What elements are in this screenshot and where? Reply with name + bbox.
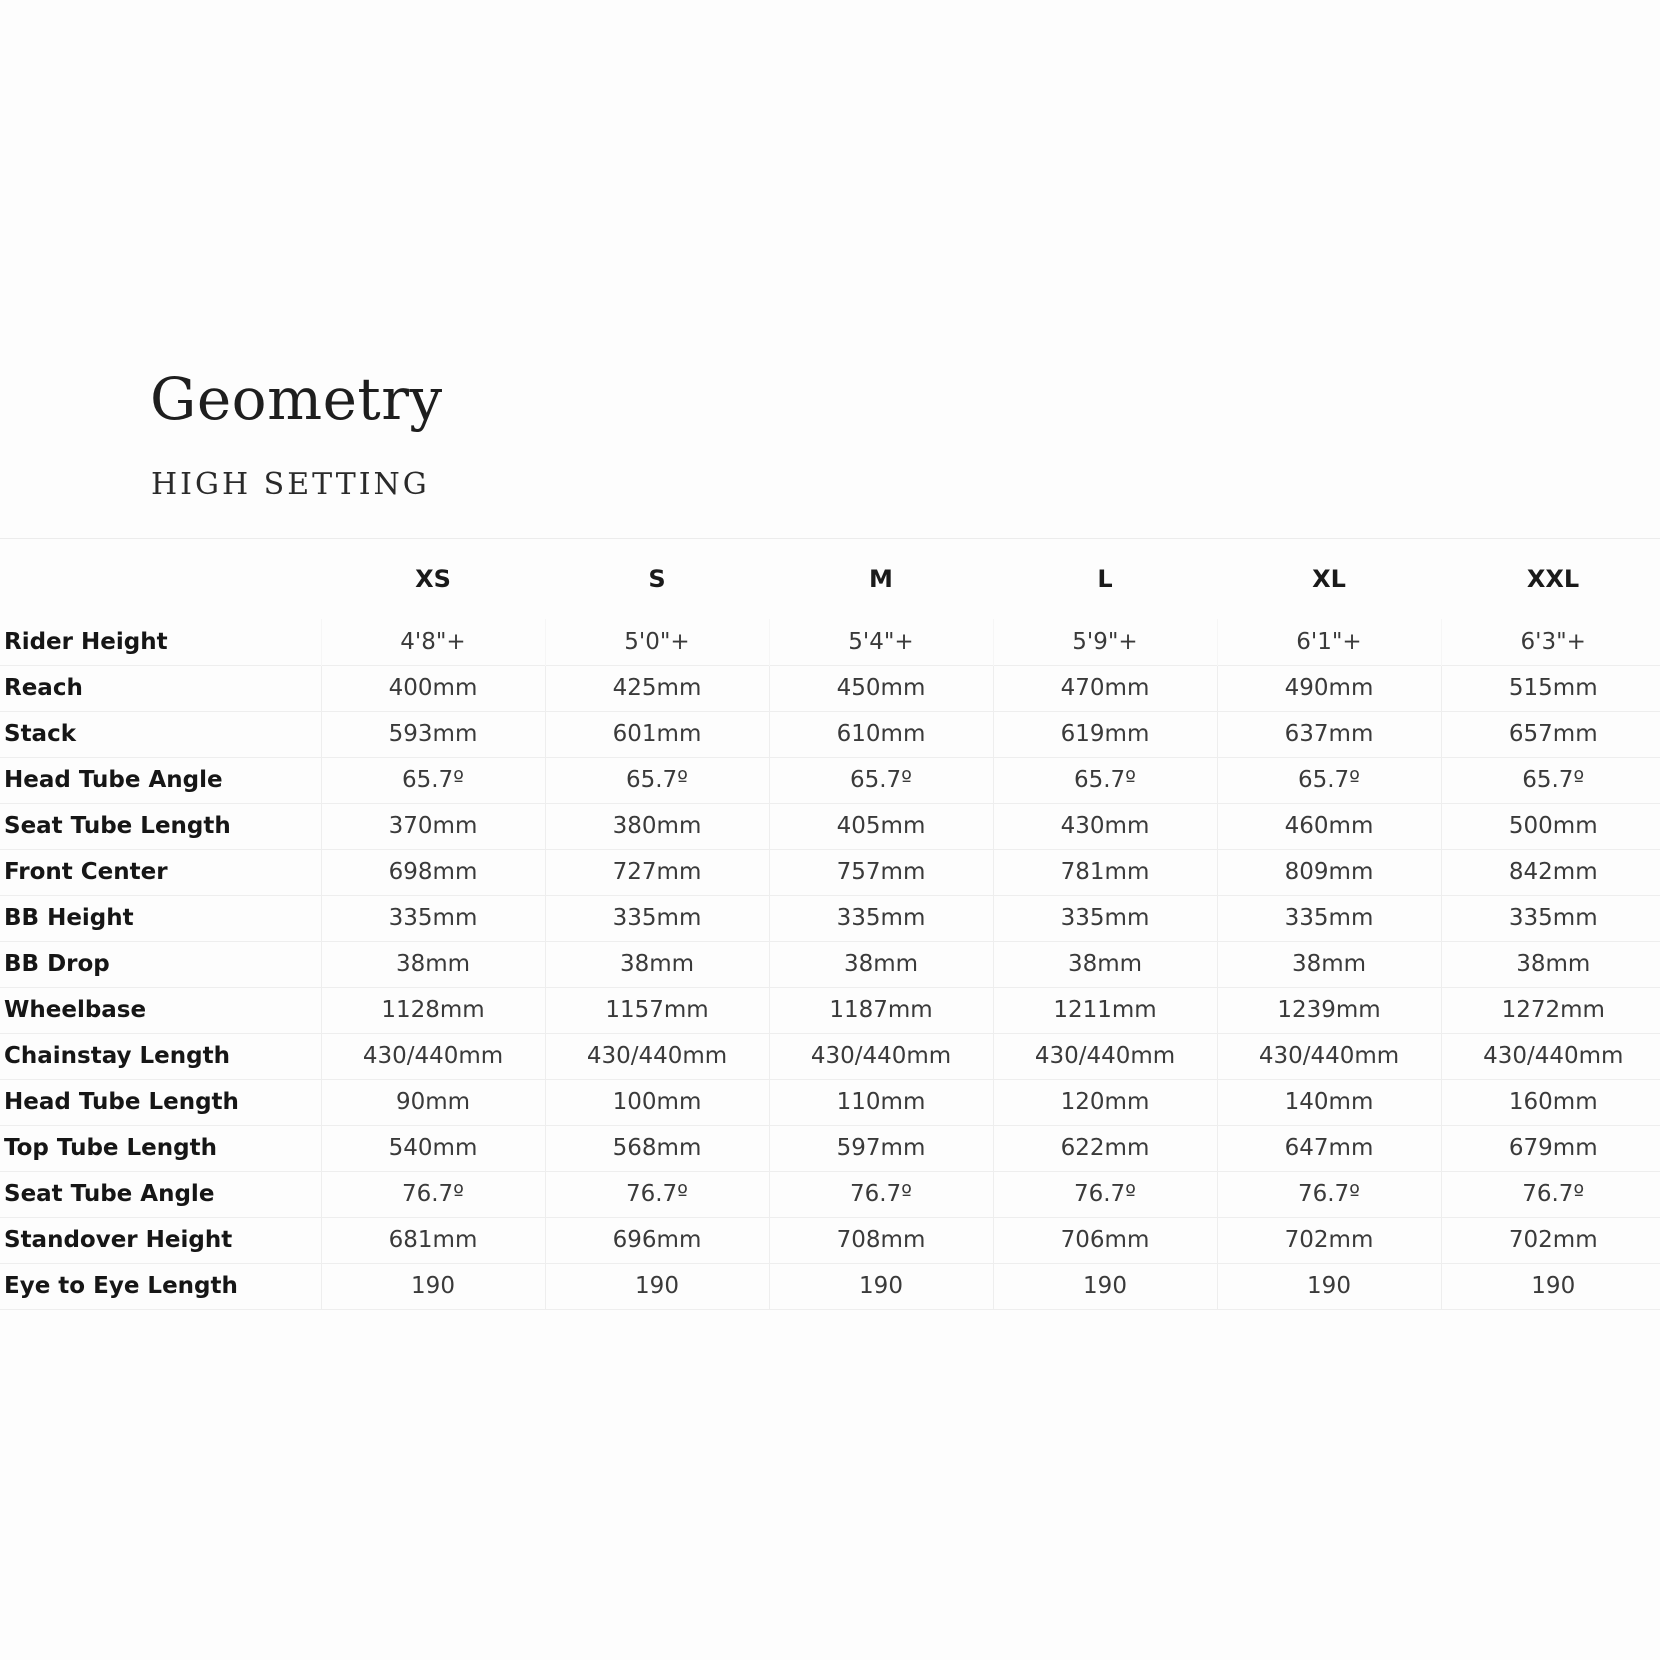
table-row xyxy=(0,1263,1660,1309)
table-cell: 460mm xyxy=(1217,803,1441,849)
table-cell: 702mm xyxy=(1441,1217,1660,1263)
row-label: Stack xyxy=(0,711,321,757)
table-cell: 140mm xyxy=(1217,1079,1441,1125)
table-cell: 110mm xyxy=(769,1079,993,1125)
table-cell: 681mm xyxy=(321,1217,545,1263)
table-cell: 698mm xyxy=(321,849,545,895)
table-cell: 65.7º xyxy=(321,757,545,803)
table-cell: 190 xyxy=(1217,1263,1441,1309)
row-label: Top Tube Length xyxy=(0,1125,321,1171)
table-cell: 190 xyxy=(545,1263,769,1309)
table-cell: 708mm xyxy=(769,1217,993,1263)
table-row xyxy=(0,895,1660,941)
table-row xyxy=(0,1125,1660,1171)
table-cell: 702mm xyxy=(1217,1217,1441,1263)
table-cell: 706mm xyxy=(993,1217,1217,1263)
table-cell: 622mm xyxy=(993,1125,1217,1171)
table-cell: 6'1"+ xyxy=(1217,619,1441,665)
column-header-s: S xyxy=(648,565,666,593)
table-cell: 38mm xyxy=(1217,941,1441,987)
table-cell: 76.7º xyxy=(1217,1171,1441,1217)
table-cell: 38mm xyxy=(1441,941,1660,987)
table-cell: 65.7º xyxy=(993,757,1217,803)
row-label: Chainstay Length xyxy=(0,1033,321,1079)
table-row xyxy=(0,987,1660,1033)
table-cell: 38mm xyxy=(993,941,1217,987)
table-cell: 380mm xyxy=(545,803,769,849)
table-row xyxy=(0,665,1660,711)
page-title: Geometry xyxy=(150,365,443,433)
table-cell: 370mm xyxy=(321,803,545,849)
table-cell: 76.7º xyxy=(1441,1171,1660,1217)
table-cell: 6'3"+ xyxy=(1441,619,1660,665)
table-cell: 430/440mm xyxy=(1441,1033,1660,1079)
row-label: Standover Height xyxy=(0,1217,321,1263)
table-cell: 335mm xyxy=(769,895,993,941)
table-cell: 593mm xyxy=(321,711,545,757)
table-cell: 190 xyxy=(321,1263,545,1309)
table-cell: 1272mm xyxy=(1441,987,1660,1033)
table-cell: 100mm xyxy=(545,1079,769,1125)
table-cell: 5'0"+ xyxy=(545,619,769,665)
table-cell: 430mm xyxy=(993,803,1217,849)
table-cell: 1211mm xyxy=(993,987,1217,1033)
row-label: Wheelbase xyxy=(0,987,321,1033)
table-cell: 65.7º xyxy=(1441,757,1660,803)
table-cell: 76.7º xyxy=(993,1171,1217,1217)
row-label: Rider Height xyxy=(4,628,168,655)
table-cell: 647mm xyxy=(1217,1125,1441,1171)
table-row xyxy=(0,941,1660,987)
table-cell: 190 xyxy=(1441,1263,1660,1309)
table-cell: 335mm xyxy=(321,895,545,941)
table-cell: 842mm xyxy=(1441,849,1660,895)
column-header-m: M xyxy=(869,565,893,593)
table-cell: 76.7º xyxy=(769,1171,993,1217)
table-cell: 657mm xyxy=(1441,711,1660,757)
table-cell: 190 xyxy=(993,1263,1217,1309)
row-label: BB Drop xyxy=(0,941,321,987)
row-label: Eye to Eye Length xyxy=(0,1263,321,1309)
table-cell: 38mm xyxy=(769,941,993,987)
table-cell: 568mm xyxy=(545,1125,769,1171)
table-cell: 5'9"+ xyxy=(993,619,1217,665)
table-cell: 1239mm xyxy=(1217,987,1441,1033)
table-cell: 1128mm xyxy=(321,987,545,1033)
table-cell: 430/440mm xyxy=(769,1033,993,1079)
table-cell: 160mm xyxy=(1441,1079,1660,1125)
table-body xyxy=(0,619,1660,1309)
table-cell: 76.7º xyxy=(545,1171,769,1217)
table-header xyxy=(0,539,1660,619)
table-row xyxy=(0,849,1660,895)
table-cell: 597mm xyxy=(769,1125,993,1171)
table-cell: 696mm xyxy=(545,1217,769,1263)
table-row xyxy=(0,1079,1660,1125)
table-cell: 65.7º xyxy=(1217,757,1441,803)
table-cell: 65.7º xyxy=(769,757,993,803)
table-cell: 76.7º xyxy=(321,1171,545,1217)
table-cell: 335mm xyxy=(1217,895,1441,941)
table-cell: 400mm xyxy=(321,665,545,711)
table-cell: 679mm xyxy=(1441,1125,1660,1171)
row-label: Head Tube Length xyxy=(0,1079,321,1125)
table-cell: 610mm xyxy=(769,711,993,757)
table-cell: 430/440mm xyxy=(321,1033,545,1079)
table-cell: 405mm xyxy=(769,803,993,849)
table-cell: 757mm xyxy=(769,849,993,895)
table-cell: 38mm xyxy=(321,941,545,987)
table-cell: 335mm xyxy=(545,895,769,941)
table-cell: 781mm xyxy=(993,849,1217,895)
header-empty-cell xyxy=(0,539,321,619)
row-label: Seat Tube Angle xyxy=(0,1171,321,1217)
column-header-xl: XL xyxy=(1312,565,1346,593)
table-cell: 490mm xyxy=(1217,665,1441,711)
table-cell: 540mm xyxy=(321,1125,545,1171)
row-label: Front Center xyxy=(0,849,321,895)
table-cell: 619mm xyxy=(993,711,1217,757)
table-cell: 4'8"+ xyxy=(321,619,545,665)
geometry-table-container xyxy=(0,538,1660,1310)
table-cell: 425mm xyxy=(545,665,769,711)
table-row xyxy=(0,1171,1660,1217)
table-cell: 190 xyxy=(769,1263,993,1309)
table-cell: 450mm xyxy=(769,665,993,711)
table-row xyxy=(0,1217,1660,1263)
table-cell: 65.7º xyxy=(545,757,769,803)
table-cell: 38mm xyxy=(545,941,769,987)
column-header-xxl: XXL xyxy=(1526,565,1580,593)
table-cell: 5'4"+ xyxy=(769,619,993,665)
table-cell: 601mm xyxy=(545,711,769,757)
column-header-l: L xyxy=(1097,565,1113,593)
table-cell: 1187mm xyxy=(769,987,993,1033)
header-row xyxy=(0,539,1660,619)
table-row xyxy=(0,711,1660,757)
table-row xyxy=(0,1033,1660,1079)
table-row xyxy=(0,757,1660,803)
table-cell: 470mm xyxy=(993,665,1217,711)
table-cell: 430/440mm xyxy=(1217,1033,1441,1079)
table-cell: 1157mm xyxy=(545,987,769,1033)
table-row xyxy=(0,619,1660,665)
row-label: Head Tube Angle xyxy=(0,757,321,803)
geometry-table xyxy=(0,539,1660,1310)
table-cell: 90mm xyxy=(321,1079,545,1125)
table-row xyxy=(0,803,1660,849)
table-cell: 430/440mm xyxy=(545,1033,769,1079)
column-header-xs: XS xyxy=(415,565,451,593)
row-label: BB Height xyxy=(0,895,321,941)
table-cell: 335mm xyxy=(1441,895,1660,941)
page-subtitle: HIGH SETTING xyxy=(151,467,430,502)
table-cell: 637mm xyxy=(1217,711,1441,757)
row-label: Reach xyxy=(0,665,321,711)
table-cell: 515mm xyxy=(1441,665,1660,711)
row-label: Seat Tube Length xyxy=(0,803,321,849)
table-cell: 500mm xyxy=(1441,803,1660,849)
table-cell: 335mm xyxy=(993,895,1217,941)
table-cell: 809mm xyxy=(1217,849,1441,895)
table-cell: 727mm xyxy=(545,849,769,895)
table-cell: 430/440mm xyxy=(993,1033,1217,1079)
table-cell: 120mm xyxy=(993,1079,1217,1125)
